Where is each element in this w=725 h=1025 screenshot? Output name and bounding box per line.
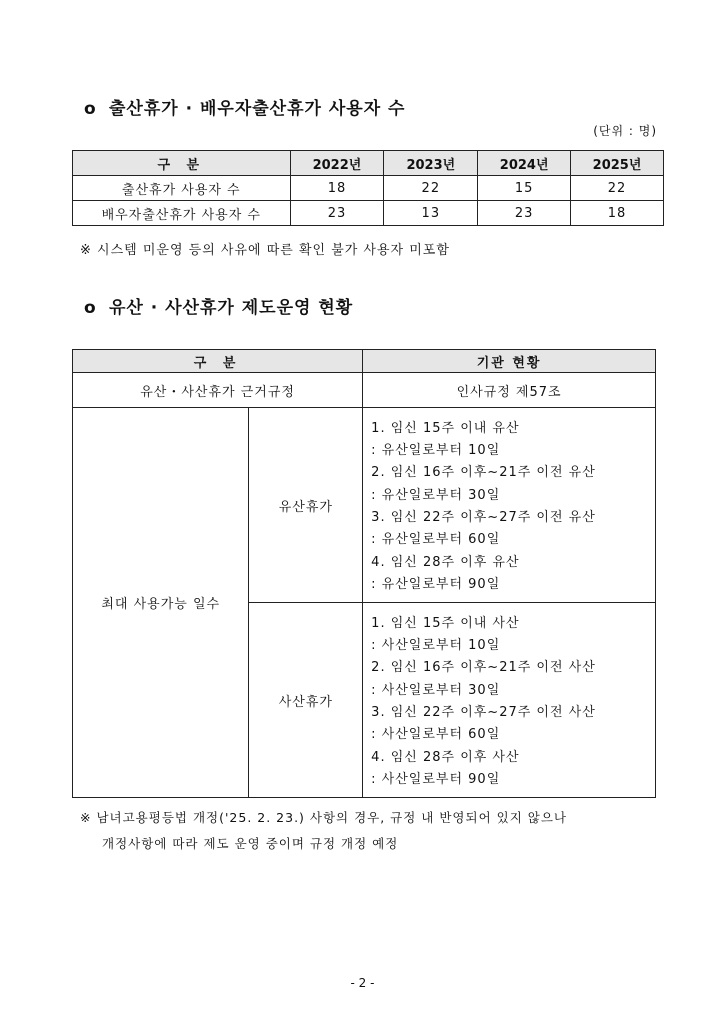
list-item: : 사산일로부터 30일	[371, 682, 501, 698]
table-header-row	[73, 151, 664, 176]
list-item: : 사산일로부터 90일	[371, 771, 501, 787]
list-item: 4. 임신 28주 이후 유산	[371, 554, 520, 570]
list-item: 1. 임신 15주 이내 유산	[371, 420, 520, 436]
cell-value: 22	[384, 176, 478, 201]
cell-value: 18	[290, 176, 384, 201]
table-header-row	[73, 350, 656, 373]
bullet-circle-icon: o	[84, 99, 97, 119]
leave-users-table	[72, 150, 664, 226]
list-item: : 유산일로부터 30일	[371, 487, 501, 503]
list-item: : 사산일로부터 60일	[371, 727, 501, 743]
unit-label: (단위 : 명)	[593, 124, 657, 138]
header-category: 구 분	[73, 350, 363, 373]
table-row	[73, 408, 656, 603]
header-status: 기관 현황	[363, 350, 656, 373]
miscarriage-items	[363, 408, 656, 603]
header-year: 2023년	[384, 151, 478, 176]
cell-value: 23	[290, 201, 384, 226]
table-row	[73, 373, 656, 408]
list-item: 4. 임신 28주 이후 사산	[371, 749, 520, 765]
row-label: 배우자출산휴가 사용자 수	[73, 201, 291, 226]
page-number: - 2 -	[350, 976, 375, 990]
stillbirth-label: 사산휴가	[249, 603, 363, 798]
header-year: 2025년	[571, 151, 664, 176]
table-row	[73, 176, 664, 201]
list-item: 1. 임신 15주 이내 사산	[371, 615, 520, 631]
row-label: 출산휴가 사용자 수	[73, 176, 291, 201]
list-item: : 유산일로부터 60일	[371, 532, 501, 548]
section2-title: o 유산 · 사산휴가 제도운영 현황	[84, 298, 354, 318]
section1-note: ※ 시스템 미운영 등의 사유에 따른 확인 불가 사용자 미포함	[80, 243, 450, 258]
max-days-label: 최대 사용가능 일수	[73, 408, 249, 798]
note-line: ※ 남녀고용평등법 개정('25. 2. 23.) 사항의 경우, 규정 내 반영되어 있지 않으나	[80, 810, 567, 825]
cell-value: 15	[478, 176, 571, 201]
miscarriage-label: 유산휴가	[249, 408, 363, 603]
list-item: : 유산일로부터 90일	[371, 576, 501, 592]
cell-value: 22	[571, 176, 664, 201]
leave-policy-table	[72, 349, 656, 798]
list-item: 3. 임신 22주 이후~27주 이전 유산	[371, 510, 596, 525]
list-item: 3. 임신 22주 이후~27주 이전 사산	[371, 705, 596, 720]
list-item: 2. 임신 16주 이후~21주 이전 유산	[371, 465, 596, 481]
note-line: 개정사항에 따라 제도 운영 중이며 규정 개정 예정	[102, 836, 399, 851]
section1-title: o 출산휴가 · 배우자출산휴가 사용자 수	[84, 99, 406, 119]
table-row	[73, 201, 664, 226]
cell-value: 23	[478, 201, 571, 226]
header-year: 2024년	[478, 151, 571, 176]
list-item: 2. 임신 16주 이후~21주 이전 사산	[371, 660, 596, 676]
cell-value: 18	[571, 201, 664, 226]
bullet-circle-icon: o	[84, 298, 97, 318]
basis-value: 인사규정 제57조	[363, 373, 656, 408]
header-category: 구 분	[73, 151, 291, 176]
section2-note	[80, 805, 567, 857]
header-year: 2022년	[290, 151, 384, 176]
stillbirth-items	[363, 603, 656, 798]
list-item: : 유산일로부터 10일	[371, 443, 501, 459]
list-item: : 사산일로부터 10일	[371, 638, 501, 654]
cell-value: 13	[384, 201, 478, 226]
basis-label: 유산・사산휴가 근거규정	[73, 373, 363, 408]
